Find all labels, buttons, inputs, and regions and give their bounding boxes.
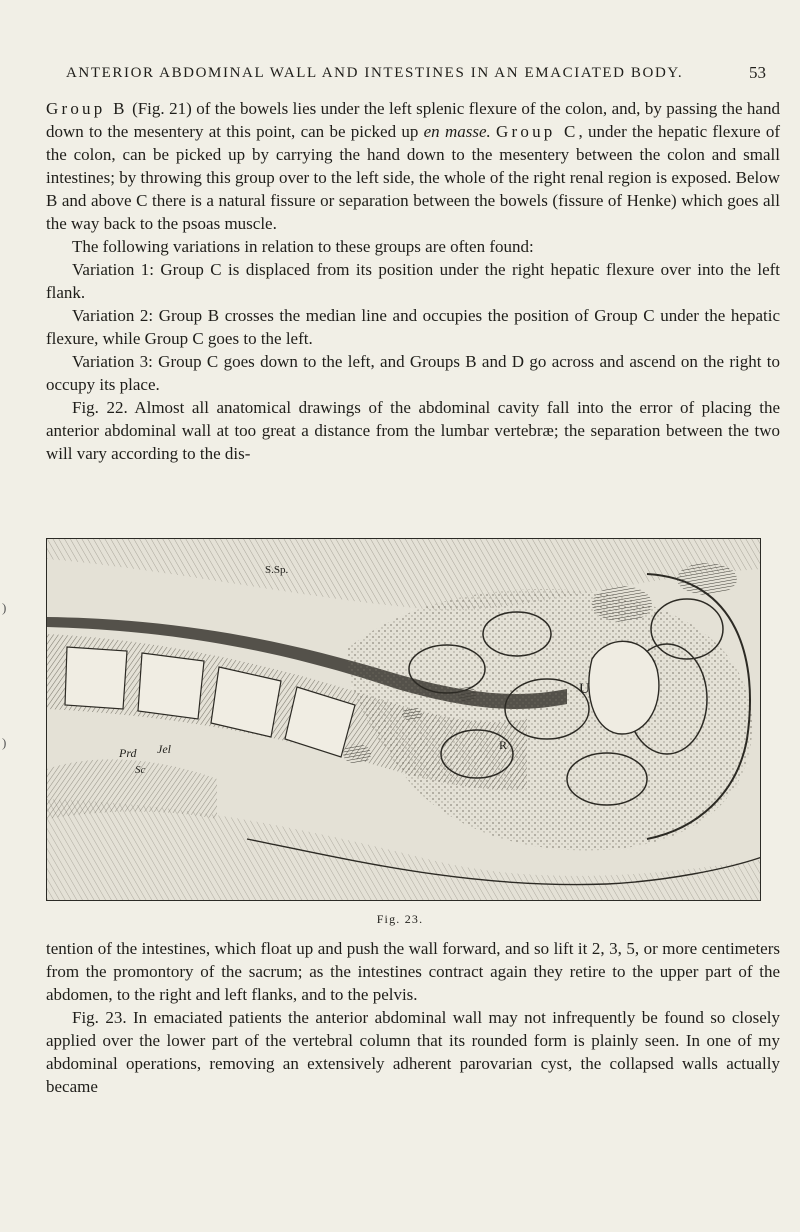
- paragraph: [46, 937, 780, 1006]
- text-run: (Fig. 21) of the bowels lies under the left splenic flexure of the colon, and, by passing the hand down to the mesentery at this point, can be picked up: [46, 99, 780, 141]
- margin-mark-left-2: ): [2, 735, 7, 750]
- anatomical-figure: [46, 538, 761, 901]
- main-text-top: [46, 97, 780, 465]
- text-run: Variation 3: Group C goes down to the left, and Groups B and D go across and ascend on the right to occupy its place.: [46, 352, 780, 394]
- text-run: Variation 1: Group C is displaced from its position under the right hepatic flexure over into the left flank.: [46, 260, 780, 302]
- text-run: en masse.: [423, 122, 491, 141]
- text-run: Group C: [496, 122, 579, 141]
- main-text-bottom: [46, 937, 780, 1098]
- text-run: Fig. 22. Almost all anatomical drawings of the abdominal cavity fall into the error of placing the anterior abdominal wall at too great a distance from the lumbar vertebræ; the separation between the two will vary according to the dis-: [46, 398, 780, 463]
- paragraph: [46, 97, 780, 235]
- label-r: R: [499, 738, 508, 752]
- paragraph: [46, 235, 780, 258]
- text-run: tention of the intestines, which float up and push the wall forward, and so lift it 2, 3, 5, or more centimeters from the promontory of the sacrum; as the intestines contract again they retire to the upper part of the abdomen, to the right and left flanks, and to the pelvis.: [46, 939, 780, 1004]
- margin-mark-left: ): [2, 600, 7, 615]
- text-run: Variation 2: Group B crosses the median line and occupies the position of Group C under the hepatic flexure, while Group C goes to the left.: [46, 306, 780, 348]
- label-bottom-a: Prd: [119, 746, 137, 760]
- label-bottom-b: Jel: [157, 742, 171, 756]
- paragraph: [46, 396, 780, 465]
- text-run: The following variations in relation to these groups are often found:: [72, 237, 534, 256]
- figure-caption: Fig. 23.: [376, 912, 424, 926]
- label-s-sp: S.Sp.: [265, 564, 289, 576]
- paragraph: [46, 350, 780, 396]
- paragraph: [46, 258, 780, 304]
- text-run: , under the hepatic flexure of the colon, can be picked up by carrying the hand down to the mesentery between the colon and small intestines; by throwing this group over to the left side, the whole of the right renal region is exposed. Below B and above C there is a natural fissure or separation between the bowels (fissure of Henke) which goes all the way back to the psoas muscle.: [46, 122, 780, 233]
- paragraph: [46, 1006, 780, 1098]
- text-run: Fig. 23. In emaciated patients the anterior abdominal wall may not infrequently be found so closely applied over the lower part of the vertebral column that its rounded form is plainly seen. In one of my abdominal operations, removing an extensively adherent parovarian cyst, the collapsed walls actually became: [46, 1008, 780, 1096]
- uterus: [589, 641, 659, 734]
- running-head: [66, 59, 766, 87]
- figure-illustration: [47, 539, 761, 901]
- label-u: U: [579, 681, 590, 697]
- paragraph: [46, 304, 780, 350]
- running-head-title: ANTERIOR ABDOMINAL WALL AND INTESTINES IN AN EMACIATED BODY.: [66, 65, 684, 81]
- page-number: 53: [749, 63, 766, 82]
- label-bottom-c: Sc: [135, 764, 146, 776]
- text-run: Group B: [46, 99, 128, 118]
